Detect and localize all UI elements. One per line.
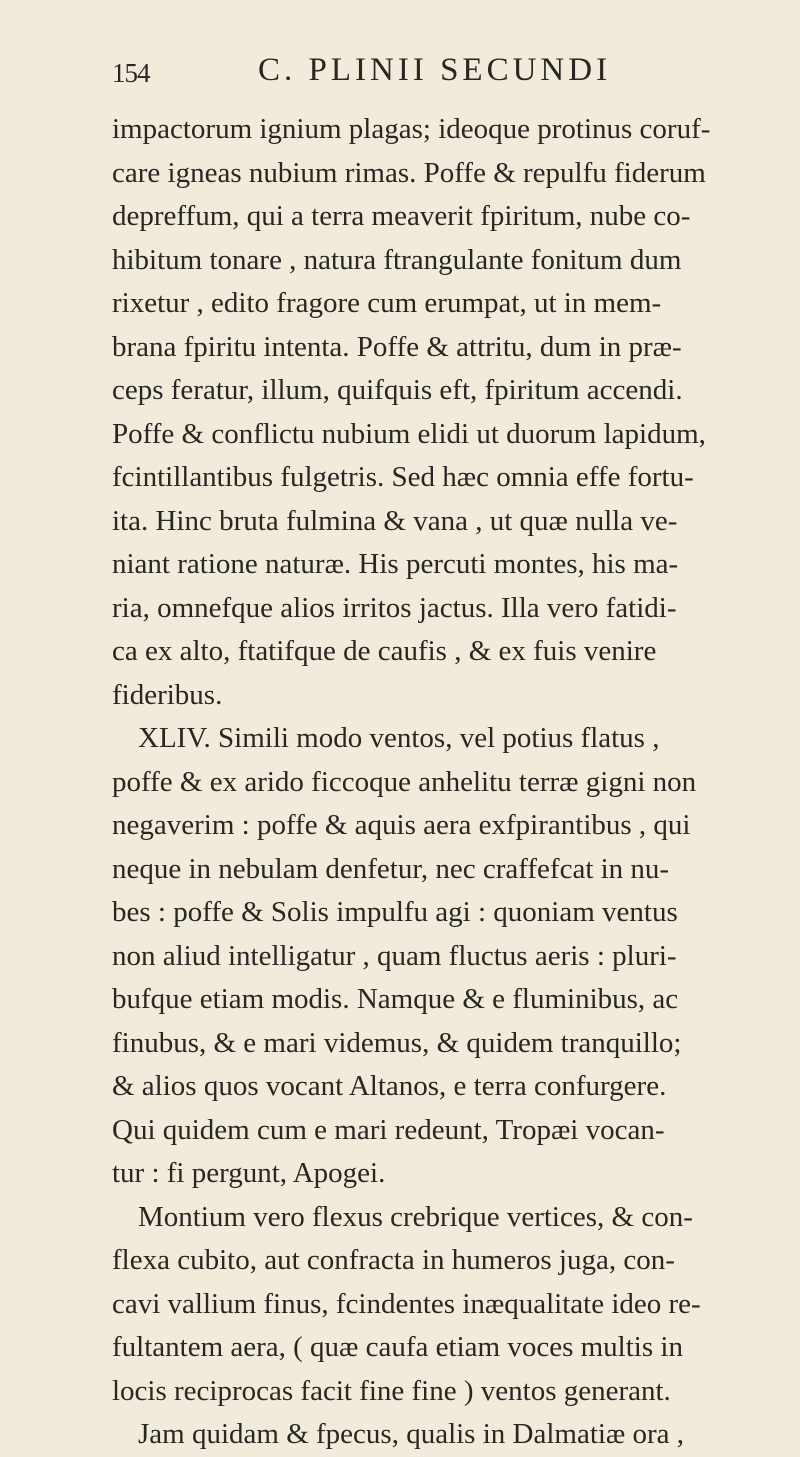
page-number: 154 bbox=[112, 58, 150, 88]
text-line: depreffum, qui a terra meaverit fpiritum, nube co- bbox=[112, 200, 691, 232]
text-line: Poffe & conflictu nubium elidi ut duorum lapidum, bbox=[112, 417, 706, 450]
text-line: ita. Hinc bruta fulmina & vana , ut quæ nulla ve- bbox=[112, 504, 678, 537]
text-line: care igneas nubium rimas. Poffe & repulfu fiderum bbox=[112, 156, 706, 189]
running-head: C. PLINII SECUNDI bbox=[258, 52, 612, 88]
text-line: locis reciprocas facit fine fine ) ventos generant. bbox=[112, 1374, 671, 1407]
text-line: fideribus. bbox=[112, 678, 223, 711]
text-line: non aliud intelligatur , quam fluctus aeris : pluri- bbox=[112, 939, 677, 972]
text-line: fultantem aera, ( quæ caufa etiam voces multis in bbox=[112, 1331, 683, 1363]
text-line: ria, omnefque alios irritos jactus. Illa vero fatidi- bbox=[112, 591, 677, 624]
text-line: niant ratione naturæ. His percuti montes, his ma- bbox=[112, 548, 679, 580]
text-line: flexa cubito, aut confracta in humeros juga, con- bbox=[112, 1244, 675, 1276]
text-line: Qui quidem cum e mari redeunt, Tropæi vocan- bbox=[112, 1113, 665, 1146]
text-line: fcintillantibus fulgetris. Sed hæc omnia effe fortu- bbox=[112, 461, 694, 493]
text-line: bes : poffe & Solis impulfu agi : quoniam ventus bbox=[112, 896, 678, 928]
text-line: Jam quidam & fpecus, qualis in Dalmatiæ ora , bbox=[138, 1418, 685, 1450]
text-line: poffe & ex arido ficcoque anhelitu terræ gigni non bbox=[112, 765, 697, 798]
text-line: neque in nebulam denfetur, nec craffefcat in nu- bbox=[112, 852, 670, 885]
text-line: brana fpiritu intenta. Poffe & attritu, dum in præ- bbox=[112, 330, 682, 363]
text-line: finubus, & e mari videmus, & quidem tranquillo; bbox=[112, 1026, 682, 1059]
text-line: ca ex alto, ftatifque de caufis , & ex fuis venire bbox=[112, 635, 657, 667]
text-line: tur : fi pergunt, Apogei. bbox=[112, 1157, 386, 1189]
text-line: Montium vero flexus crebrique vertices, & con- bbox=[138, 1200, 693, 1233]
text-line: ceps feratur, illum, quifquis eft, fpiritum accendi. bbox=[112, 374, 683, 406]
text-line: hibitum tonare , natura ftrangulante fonitum dum bbox=[112, 243, 682, 276]
body-text bbox=[112, 108, 752, 1457]
text-line: rixetur , edito fragore cum erumpat, ut in mem- bbox=[112, 287, 662, 319]
text-line: negaverim : poffe & aquis aera exfpirantibus , qui bbox=[112, 809, 691, 841]
text-line: & alios quos vocant Altanos, e terra confurgere. bbox=[112, 1070, 667, 1102]
text-line: bufque etiam modis. Namque & e fluminibus, ac bbox=[112, 983, 679, 1015]
text-line: impactorum ignium plagas; ideoque protinus coruf- bbox=[112, 113, 711, 145]
text-line: XLIV. Simili modo ventos, vel potius flatus , bbox=[138, 722, 660, 754]
text-line: cavi vallium finus, fcindentes inæqualitate ideo re- bbox=[112, 1287, 701, 1320]
page-header bbox=[112, 48, 712, 98]
